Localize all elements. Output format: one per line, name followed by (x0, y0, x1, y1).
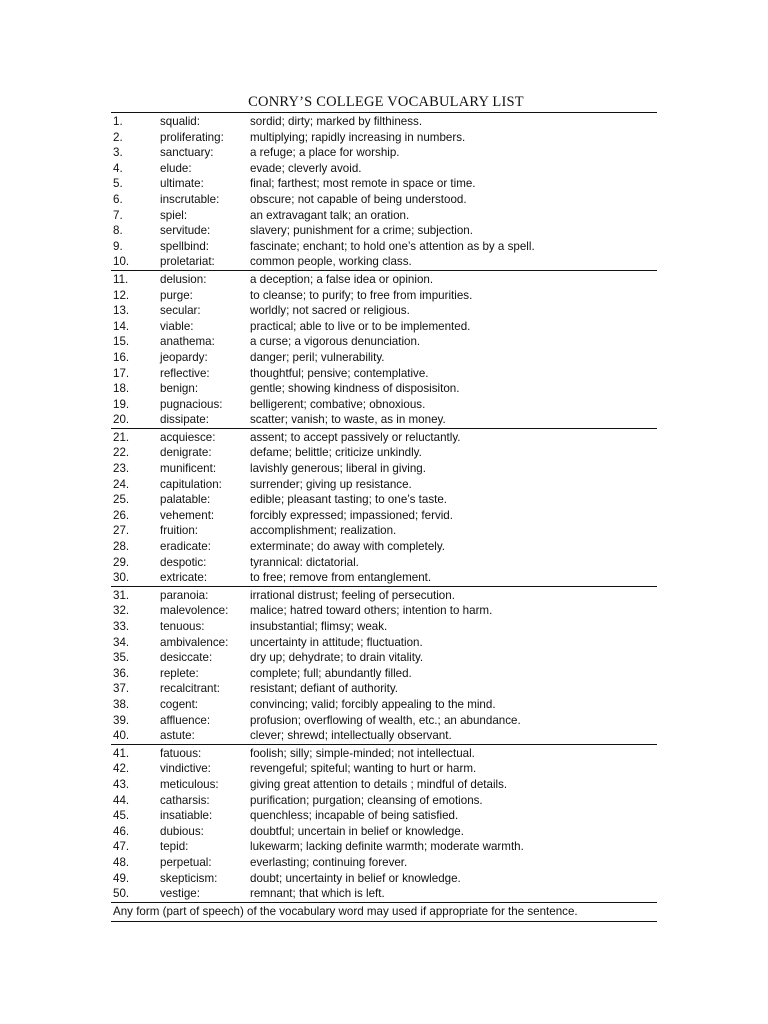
entry-word: vindictive: (160, 762, 211, 776)
entry-definition: multiplying; rapidly increasing in numbers. (250, 130, 466, 144)
vocabulary-group (111, 429, 657, 586)
entry-number: 13. (113, 304, 130, 318)
entry-number: 11. (113, 272, 129, 286)
entry-word: ambivalence: (160, 635, 229, 649)
vocabulary-entry (111, 334, 657, 350)
entry-word: tepid: (160, 840, 189, 854)
entry-number: 42. (113, 762, 130, 776)
entry-number: 35. (113, 651, 130, 665)
entry-definition: scatter; vanish; to waste, as in money. (250, 413, 446, 427)
vocabulary-group (111, 271, 657, 428)
entry-word: secular: (160, 304, 201, 318)
entry-number: 41. (113, 746, 130, 760)
entry-number: 10. (113, 255, 130, 269)
entry-definition: foolish; silly; simple-minded; not intellectual. (250, 746, 475, 760)
entry-word: replete: (160, 666, 199, 680)
vocabulary-entry (111, 523, 657, 539)
entry-definition: uncertainty in attitude; fluctuation. (250, 635, 423, 649)
vocabulary-entry (111, 239, 657, 255)
entry-number: 2. (113, 130, 123, 144)
vocabulary-entry (111, 855, 657, 871)
entry-word: ultimate: (160, 177, 204, 191)
entry-definition: a refuge; a place for worship. (250, 146, 400, 160)
vocabulary-entry (111, 539, 657, 555)
entry-definition: convincing; valid; forcibly appealing to the mind. (250, 697, 496, 711)
vocabulary-entry (111, 713, 657, 729)
entry-definition: doubt; uncertainty in belief or knowledge. (250, 871, 461, 885)
entry-definition: danger; peril; vulnerability. (250, 350, 385, 364)
entry-word: servitude: (160, 224, 211, 238)
entry-number: 16. (113, 350, 130, 364)
vocabulary-entry (111, 145, 657, 161)
entry-number: 33. (113, 620, 130, 633)
entry-word: inscrutable: (160, 192, 220, 206)
vocabulary-entry (111, 366, 657, 382)
entry-number: 9. (113, 239, 123, 253)
entry-number: 27. (113, 524, 130, 538)
entry-number: 1. (113, 115, 123, 128)
entry-number: 29. (113, 555, 130, 569)
vocabulary-list (111, 113, 657, 902)
vocabulary-entry (111, 430, 657, 446)
entry-definition: accomplishment; realization. (250, 524, 397, 538)
entry-word: vehement: (160, 508, 215, 522)
entry-definition: lavishly generous; liberal in giving. (250, 462, 426, 476)
entry-definition: gentle; showing kindness of disposisiton. (250, 382, 460, 396)
entry-definition: tyrannical: dictatorial. (250, 555, 359, 569)
entry-word: catharsis: (160, 793, 210, 807)
vocabulary-entry (111, 728, 657, 744)
entry-definition: belligerent; combative; obnoxious. (250, 397, 426, 411)
vocabulary-entry (111, 461, 657, 477)
entry-number: 30. (113, 571, 130, 585)
entry-definition: final; farthest; most remote in space or time. (250, 177, 476, 191)
entry-definition: obscure; not capable of being understood. (250, 192, 467, 206)
entry-number: 50. (113, 887, 130, 901)
entry-definition: everlasting; continuing forever. (250, 855, 408, 869)
entry-number: 34. (113, 635, 130, 649)
entry-definition: sordid; dirty; marked by filthiness. (250, 115, 423, 128)
entry-number: 25. (113, 493, 130, 507)
entry-number: 8. (113, 224, 123, 238)
entry-word: denigrate: (160, 446, 212, 460)
vocabulary-entry (111, 445, 657, 461)
entry-word: squalid: (160, 115, 200, 128)
entry-word: proliferating: (160, 130, 224, 144)
entry-definition: assent; to accept passively or reluctantly. (250, 430, 461, 444)
entry-word: anathema: (160, 335, 215, 349)
entry-number: 24. (113, 477, 130, 491)
vocabulary-entry (111, 697, 657, 713)
entry-definition: doubtful; uncertain in belief or knowledge. (250, 824, 464, 838)
entry-number: 23. (113, 462, 130, 476)
vocabulary-group (111, 113, 657, 270)
entry-word: eradicate: (160, 540, 211, 554)
entry-number: 26. (113, 508, 130, 522)
entry-definition: purification; purgation; cleansing of emotions. (250, 793, 483, 807)
vocabulary-entry (111, 650, 657, 666)
entry-definition: evade; cleverly avoid. (250, 161, 362, 175)
entry-definition: worldly; not sacred or religious. (250, 304, 410, 318)
entry-word: viable: (160, 319, 194, 333)
bottom-divider (111, 921, 657, 922)
vocabulary-entry (111, 588, 657, 604)
entry-number: 36. (113, 666, 130, 680)
entry-definition: quenchless; incapable of being satisfied. (250, 809, 459, 823)
entry-word: proletariat: (160, 255, 215, 269)
vocabulary-entry (111, 114, 657, 130)
entry-definition: clever; shrewd; intellectually observant. (250, 729, 452, 743)
entry-number: 28. (113, 540, 130, 554)
entry-definition: insubstantial; flimsy; weak. (250, 620, 388, 633)
vocabulary-entry (111, 681, 657, 697)
vocabulary-entry (111, 492, 657, 508)
vocabulary-entry (111, 223, 657, 239)
entry-number: 40. (113, 729, 130, 743)
entry-number: 12. (113, 288, 130, 302)
entry-word: malevolence: (160, 604, 229, 618)
vocabulary-entry (111, 808, 657, 824)
entry-number: 21. (113, 430, 130, 444)
entry-word: palatable: (160, 493, 211, 507)
entry-word: despotic: (160, 555, 207, 569)
entry-number: 37. (113, 682, 130, 696)
entry-word: benign: (160, 382, 199, 396)
entry-number: 22. (113, 446, 130, 460)
vocabulary-entry (111, 192, 657, 208)
entry-definition: practical; able to live or to be implemented. (250, 319, 471, 333)
entry-number: 47. (113, 840, 130, 854)
entry-number: 3. (113, 146, 123, 160)
vocabulary-entry (111, 555, 657, 571)
entry-word: paranoia: (160, 588, 209, 602)
entry-definition: a curse; a vigorous denunciation. (250, 335, 421, 349)
entry-word: skepticism: (160, 871, 218, 885)
entry-definition: a deception; a false idea or opinion. (250, 272, 434, 286)
entry-definition: to cleanse; to purify; to free from impurities. (250, 288, 473, 302)
vocabulary-entry (111, 570, 657, 586)
entry-number: 19. (113, 397, 130, 411)
entry-word: capitulation: (160, 477, 222, 491)
entry-number: 4. (113, 161, 123, 175)
entry-word: purge: (160, 288, 193, 302)
entry-word: pugnacious: (160, 397, 223, 411)
entry-definition: dry up; dehydrate; to drain vitality. (250, 651, 424, 665)
entry-definition: defame; belittle; criticize unkindly. (250, 446, 422, 460)
entry-definition: profusion; overflowing of wealth, etc.; an abundance. (250, 713, 521, 727)
entry-number: 18. (113, 382, 130, 396)
entry-definition: resistant; defiant of authority. (250, 682, 399, 696)
entry-word: jeopardy: (160, 350, 208, 364)
entry-definition: an extravagant talk; an oration. (250, 208, 410, 222)
vocabulary-entry (111, 839, 657, 855)
vocabulary-entry (111, 130, 657, 146)
entry-word: acquiesce: (160, 430, 216, 444)
entry-definition: exterminate; do away with completely. (250, 540, 446, 554)
vocabulary-entry (111, 272, 657, 288)
vocabulary-entry (111, 746, 657, 762)
vocabulary-entry (111, 508, 657, 524)
entry-definition: malice; hatred toward others; intention to harm. (250, 604, 493, 618)
entry-word: cogent: (160, 697, 199, 711)
vocabulary-entry (111, 254, 657, 270)
entry-word: dubious: (160, 824, 204, 838)
entry-number: 49. (113, 871, 130, 885)
entry-number: 17. (113, 366, 130, 380)
vocabulary-entry (111, 871, 657, 887)
vocabulary-entry (111, 397, 657, 413)
entry-word: spiel: (160, 208, 188, 222)
entry-number: 14. (113, 319, 130, 333)
vocabulary-entry (111, 319, 657, 335)
entry-number: 39. (113, 713, 130, 727)
vocabulary-entry (111, 350, 657, 366)
entry-definition: thoughtful; pensive; contemplative. (250, 366, 429, 380)
entry-word: fruition: (160, 524, 199, 538)
entry-definition: common people, working class. (250, 255, 412, 269)
entry-number: 32. (113, 604, 130, 618)
entry-word: recalcitrant: (160, 682, 220, 696)
entry-number: 6. (113, 192, 123, 206)
entry-definition: edible; pleasant tasting; to one’s taste. (250, 493, 448, 507)
entry-definition: forcibly expressed; impassioned; fervid. (250, 508, 453, 522)
footer-note: Any form (part of speech) of the vocabulary word may used if appropriate for the sentence. (113, 904, 578, 918)
entry-definition: lukewarm; lacking definite warmth; moderate warmth. (250, 840, 524, 854)
entry-word: fatuous: (160, 746, 202, 760)
entry-definition: slavery; punishment for a crime; subjection. (250, 224, 473, 238)
vocabulary-group (111, 587, 657, 744)
entry-word: sanctuary: (160, 146, 214, 160)
entry-word: affluence: (160, 713, 211, 727)
vocabulary-entry (111, 761, 657, 777)
vocabulary-entry (111, 161, 657, 177)
vocabulary-entry (111, 619, 657, 635)
entry-word: spellbind: (160, 239, 209, 253)
entry-word: meticulous: (160, 777, 219, 791)
entry-number: 43. (113, 777, 130, 791)
entry-word: vestige: (160, 887, 200, 901)
entry-word: reflective: (160, 366, 210, 380)
vocabulary-entry (111, 666, 657, 682)
entry-word: elude: (160, 161, 192, 175)
vocabulary-entry (111, 208, 657, 224)
vocabulary-entry (111, 477, 657, 493)
entry-word: extricate: (160, 571, 208, 585)
vocabulary-entry (111, 412, 657, 428)
page-title: CONRY’S COLLEGE VOCABULARY LIST (248, 94, 524, 110)
entry-definition: giving great attention to details ; mindful of details. (250, 777, 508, 791)
entry-word: dissipate: (160, 413, 209, 427)
vocabulary-entry (111, 603, 657, 619)
vocabulary-document (111, 92, 657, 922)
entry-number: 45. (113, 809, 130, 823)
vocabulary-entry (111, 635, 657, 651)
vocabulary-entry (111, 288, 657, 304)
vocabulary-entry (111, 381, 657, 397)
entry-number: 20. (113, 413, 130, 427)
entry-number: 31. (113, 588, 130, 602)
entry-definition: to free; remove from entanglement. (250, 571, 432, 585)
vocabulary-entry (111, 176, 657, 192)
vocabulary-group (111, 745, 657, 902)
entry-number: 44. (113, 793, 130, 807)
vocabulary-entry (111, 886, 657, 902)
entry-word: munificent: (160, 462, 217, 476)
entry-number: 46. (113, 824, 130, 838)
entry-definition: irrational distrust; feeling of persecution. (250, 588, 455, 602)
entry-number: 5. (113, 177, 123, 191)
entry-number: 15. (113, 335, 130, 349)
entry-definition: remnant; that which is left. (250, 887, 385, 901)
vocabulary-entry (111, 793, 657, 809)
entry-definition: complete; full; abundantly filled. (250, 666, 412, 680)
entry-word: astute: (160, 729, 195, 743)
entry-word: desiccate: (160, 651, 213, 665)
entry-word: perpetual: (160, 855, 212, 869)
entry-definition: surrender; giving up resistance. (250, 477, 412, 491)
entry-number: 38. (113, 697, 130, 711)
entry-word: tenuous: (160, 620, 205, 633)
entry-word: delusion: (160, 272, 207, 286)
vocabulary-entry (111, 824, 657, 840)
entry-definition: revengeful; spiteful; wanting to hurt or harm. (250, 762, 477, 776)
entry-word: insatiable: (160, 809, 213, 823)
entry-number: 48. (113, 855, 130, 869)
vocabulary-entry (111, 303, 657, 319)
entry-number: 7. (113, 208, 123, 222)
entry-definition: fascinate; enchant; to hold one’s attention as by a spell. (250, 239, 535, 253)
vocabulary-entry (111, 777, 657, 793)
